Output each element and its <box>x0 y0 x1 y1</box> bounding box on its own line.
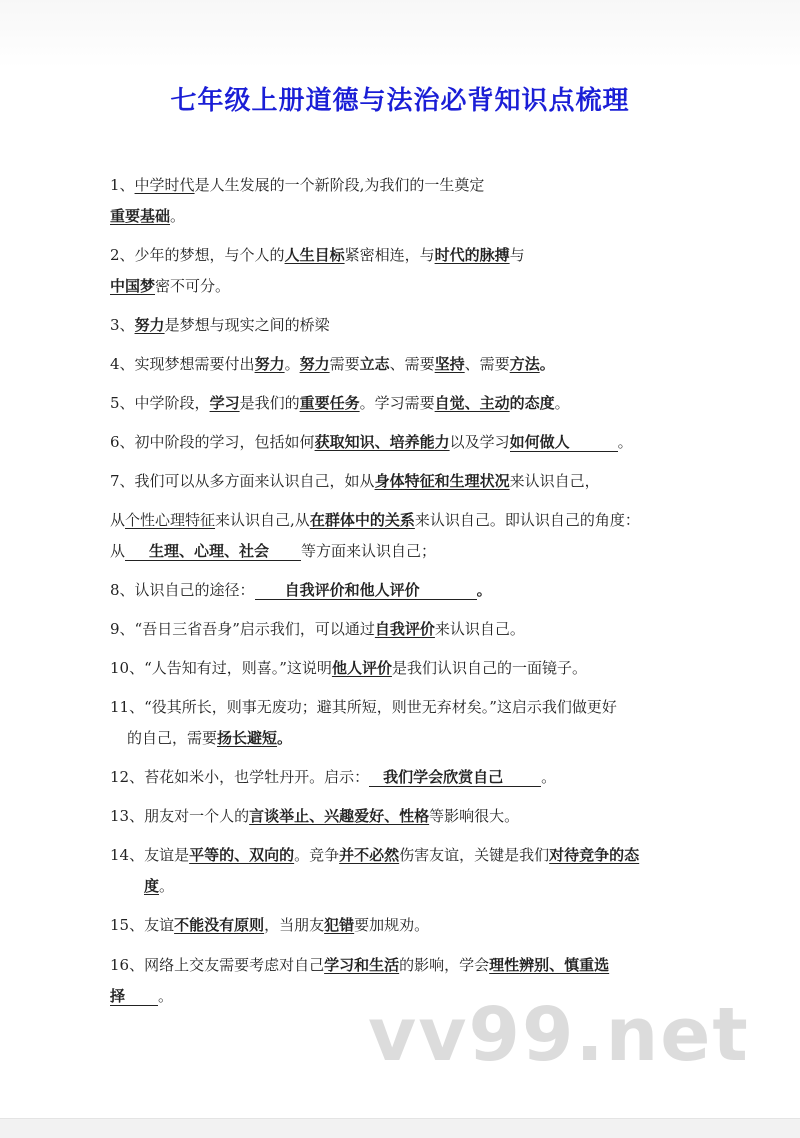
item-2-key-1: 人生目标 <box>284 246 345 264</box>
item-13-key: 言谈举止、兴趣爱好、性格 <box>249 807 430 825</box>
item-10-end: 是我们认识自己的一面镜子。 <box>391 659 587 677</box>
item-11-text-2: 的自己，需要 <box>127 729 218 747</box>
item-15-key-1: 不能没有原则 <box>174 916 265 934</box>
item-6-text: 初中阶段的学习，包括如何 <box>134 433 315 451</box>
item-14-key-4: 度 <box>144 877 160 895</box>
item-9-text: “吾日三省吾身”启示我们，可以通过 <box>134 620 375 638</box>
item-5-text-2: 是我们的 <box>239 394 300 412</box>
item-14-line-1 <box>110 845 639 865</box>
item-3-key: 努力 <box>134 316 165 334</box>
item-9 <box>110 619 525 639</box>
item-7-end: 等方面来认识自己； <box>301 542 437 560</box>
item-5-key-1: 学习 <box>209 394 240 412</box>
item-1-end: 。 <box>170 207 186 225</box>
item-1-line-2 <box>110 206 185 226</box>
item-4-key-1: 努力 <box>254 355 285 373</box>
item-4-sep: 。 <box>284 355 300 373</box>
item-4-text-4: 、需要 <box>464 355 510 373</box>
item-1-number: 1、 <box>110 176 135 194</box>
item-14-line-2 <box>144 876 174 896</box>
item-7-key-1: 身体特征和生理状况 <box>374 472 510 490</box>
item-12-fill: 我们学会欣赏自己 <box>369 768 541 787</box>
item-16-number: 16、 <box>110 956 145 974</box>
item-6-fill: 如何做人 <box>510 433 618 452</box>
item-9-number: 9、 <box>110 620 135 638</box>
item-14-text: 友谊是 <box>144 846 190 864</box>
item-2-text-2: 紧密相连，与 <box>344 246 435 264</box>
item-2-end: 密不可分。 <box>155 277 231 295</box>
watermark: vv99.net <box>368 992 750 1078</box>
item-7-line-3 <box>110 541 436 561</box>
item-13 <box>110 806 519 826</box>
item-14-number: 14、 <box>110 846 145 864</box>
item-14-text-3: 伤害友谊，关键是我们 <box>399 846 550 864</box>
item-2-line-2 <box>110 276 230 296</box>
item-15-key-2: 犯错 <box>324 916 355 934</box>
item-5-text-4: 的态度 <box>509 394 555 412</box>
item-11-line-1 <box>110 697 617 717</box>
item-2-line-1 <box>110 245 525 265</box>
item-15-end: 要加规劝。 <box>354 916 430 934</box>
item-11-end: 。 <box>277 729 293 747</box>
page-bottom-band <box>0 1118 800 1138</box>
item-14-key-2: 并不必然 <box>339 846 400 864</box>
item-4-text-2: 需要 <box>329 355 360 373</box>
item-6-end: 。 <box>617 433 633 451</box>
item-4 <box>110 354 555 374</box>
item-8-end: 。 <box>476 581 492 599</box>
item-15 <box>110 915 429 935</box>
item-10 <box>110 658 587 678</box>
item-2-text: 少年的梦想，与个人的 <box>134 246 285 264</box>
item-16-line-1 <box>110 955 609 975</box>
item-15-text: 友谊 <box>144 916 175 934</box>
item-5 <box>110 393 570 413</box>
item-7-number: 7、 <box>110 472 135 490</box>
item-7-text-4: 来认识自己,从 <box>215 511 310 529</box>
item-5-end: 。 <box>554 394 570 412</box>
item-10-text: “人告知有过，则喜。”这说明 <box>144 659 332 677</box>
item-4-key-2: 努力 <box>299 355 330 373</box>
item-7-text-2: 来认识自己， <box>509 472 600 490</box>
item-16-end: 。 <box>158 987 174 1005</box>
item-5-key-2: 重要任务 <box>299 394 360 412</box>
item-3 <box>110 315 330 335</box>
item-14-end: 。 <box>159 877 175 895</box>
item-3-text: 是梦想与现实之间的桥梁 <box>164 316 330 334</box>
item-2-number: 2、 <box>110 246 135 264</box>
item-7-line-2 <box>110 510 640 530</box>
item-7-fill: 生理、心理、社会 <box>125 542 301 561</box>
item-9-key: 自我评价 <box>374 620 435 638</box>
item-11-text: “役其所长，则事无废功；避其所短，则世无弃材矣。”这启示我们做更好 <box>144 698 617 716</box>
item-6 <box>110 432 633 452</box>
item-16-line-2 <box>110 986 173 1006</box>
item-16-text: 网络上交友需要考虑对自己 <box>144 956 325 974</box>
item-13-end: 等影响很大。 <box>429 807 520 825</box>
item-1-term: 中学时代 <box>134 176 195 194</box>
item-7-line-1 <box>110 471 600 491</box>
item-4-key-4: 坚持 <box>434 355 465 373</box>
item-6-text-2: 以及学习 <box>449 433 510 451</box>
item-5-number: 5、 <box>110 394 135 412</box>
item-11-number: 11、 <box>110 698 145 716</box>
item-11-line-2 <box>127 728 292 748</box>
item-11-key: 扬长避短 <box>217 729 278 747</box>
item-10-key: 他人评价 <box>331 659 392 677</box>
item-15-text-2: ，当朋友 <box>264 916 325 934</box>
item-2-key-2: 时代的脉搏 <box>434 246 510 264</box>
item-4-key-3: 立志 <box>359 355 390 373</box>
item-14-text-2: 。竞争 <box>294 846 340 864</box>
item-1-line-1 <box>110 175 484 195</box>
item-4-key-5: 方法 <box>509 355 540 373</box>
item-12-number: 12、 <box>110 768 145 786</box>
item-4-number: 4、 <box>110 355 135 373</box>
item-4-end: 。 <box>539 355 555 373</box>
item-8 <box>110 580 492 600</box>
item-7-key-3: 在群体中的关系 <box>309 511 415 529</box>
item-16-text-2: 的影响，学会 <box>399 956 490 974</box>
item-5-text: 中学阶段， <box>134 394 210 412</box>
item-7-text-5: 来认识自己。即认识自己的角度： <box>414 511 640 529</box>
item-12-text: 苔花如米小，也学牡丹开。启示： <box>144 768 370 786</box>
item-4-text-3: 、需要 <box>389 355 435 373</box>
item-5-text-3: 。学习需要 <box>359 394 435 412</box>
item-5-key-3: 自觉、主动 <box>434 394 510 412</box>
item-8-text: 认识自己的途径： <box>134 581 255 599</box>
item-7-text: 我们可以从多方面来认识自己，如从 <box>134 472 375 490</box>
item-13-number: 13、 <box>110 807 145 825</box>
item-4-text: 实现梦想需要付出 <box>134 355 255 373</box>
item-6-key-1: 获取知识、培养能力 <box>314 433 450 451</box>
item-15-number: 15、 <box>110 916 145 934</box>
item-14-key-1: 平等的、双向的 <box>189 846 295 864</box>
item-8-number: 8、 <box>110 581 135 599</box>
item-1-text: 是人生发展的一个新阶段,为我们的一生奠定 <box>194 176 485 194</box>
item-14-key-3: 对待竞争的态 <box>549 846 640 864</box>
item-7-key-2: 个性心理特征 <box>125 511 216 529</box>
item-6-number: 6、 <box>110 433 135 451</box>
item-7-text-6: 从 <box>110 542 126 560</box>
item-16-key-1: 学习和生活 <box>324 956 400 974</box>
item-16-key-2: 理性辨别、慎重选 <box>489 956 610 974</box>
item-1-key: 重要基础 <box>110 207 171 225</box>
item-2-key-3: 中国梦 <box>110 277 156 295</box>
item-7-text-3: 从 <box>110 511 126 529</box>
item-8-fill: 自我评价和他人评价 <box>255 581 477 600</box>
item-10-number: 10、 <box>110 659 145 677</box>
item-12 <box>110 767 556 787</box>
item-2-text-3: 与 <box>509 246 525 264</box>
item-13-text: 朋友对一个人的 <box>144 807 250 825</box>
page-title: 七年级上册道德与法治必背知识点梳理 <box>170 86 630 116</box>
item-9-end: 来认识自己。 <box>434 620 525 638</box>
item-3-number: 3、 <box>110 316 135 334</box>
page-top-band <box>0 0 800 68</box>
item-16-fill: 择 <box>110 987 158 1006</box>
item-12-end: 。 <box>541 768 557 786</box>
